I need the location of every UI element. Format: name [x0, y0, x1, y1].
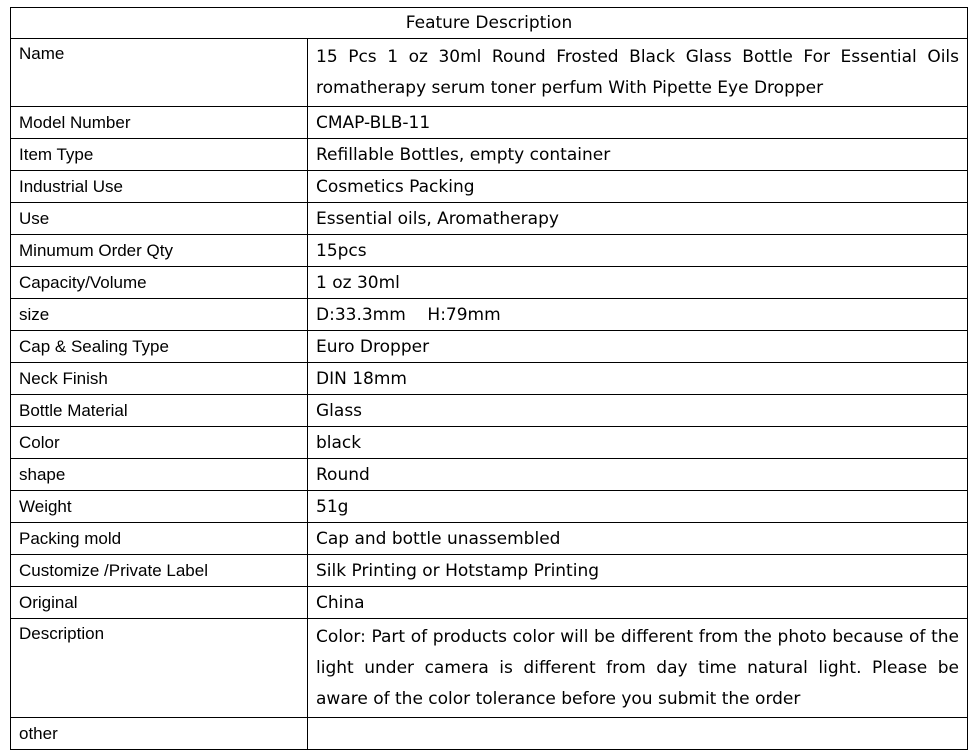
- table-row: [11, 427, 968, 459]
- table-row: [11, 555, 968, 587]
- row-value: 15pcs: [308, 235, 968, 267]
- row-label: size: [11, 299, 308, 331]
- table-row: [11, 491, 968, 523]
- table-row: [11, 235, 968, 267]
- row-value: CMAP-BLB-11: [308, 107, 968, 139]
- row-value: [308, 718, 968, 750]
- row-value: DIN 18mm: [308, 363, 968, 395]
- row-value: Glass: [308, 395, 968, 427]
- table-row: [11, 39, 968, 107]
- table-row: [11, 459, 968, 491]
- table-row: [11, 331, 968, 363]
- row-value: D:33.3mm H:79mm: [308, 299, 968, 331]
- row-label: Model Number: [11, 107, 308, 139]
- table-row: [11, 619, 968, 718]
- table-row: [11, 107, 968, 139]
- table-row: [11, 139, 968, 171]
- row-label: Capacity/Volume: [11, 267, 308, 299]
- row-label: Cap & Sealing Type: [11, 331, 308, 363]
- row-label: Description: [11, 619, 308, 718]
- row-label: shape: [11, 459, 308, 491]
- table-row: [11, 587, 968, 619]
- table-row: [11, 203, 968, 235]
- row-value: Cosmetics Packing: [308, 171, 968, 203]
- row-label: Original: [11, 587, 308, 619]
- row-label: other: [11, 718, 308, 750]
- table-row: [11, 171, 968, 203]
- row-label: Color: [11, 427, 308, 459]
- row-value: 15 Pcs 1 oz 30ml Round Frosted Black Glass Bottle For Essential Oils romatherapy serum toner perfum With Pipette Eye Dropper: [308, 39, 968, 107]
- table-row: [11, 299, 968, 331]
- row-label: Neck Finish: [11, 363, 308, 395]
- table-row: [11, 363, 968, 395]
- row-value: black: [308, 427, 968, 459]
- row-label: Name: [11, 39, 308, 107]
- row-value: 51g: [308, 491, 968, 523]
- table-header-row: [11, 8, 968, 39]
- table-row: [11, 395, 968, 427]
- table-row: [11, 718, 968, 750]
- row-label: Customize /Private Label: [11, 555, 308, 587]
- feature-description-table: [10, 7, 968, 750]
- row-label: Use: [11, 203, 308, 235]
- row-value: Cap and bottle unassembled: [308, 523, 968, 555]
- row-label: Item Type: [11, 139, 308, 171]
- row-value: Essential oils, Aromatherapy: [308, 203, 968, 235]
- row-label: Minumum Order Qty: [11, 235, 308, 267]
- row-value: Silk Printing or Hotstamp Printing: [308, 555, 968, 587]
- row-label: Industrial Use: [11, 171, 308, 203]
- row-label: Weight: [11, 491, 308, 523]
- row-value: Euro Dropper: [308, 331, 968, 363]
- row-value: Refillable Bottles, empty container: [308, 139, 968, 171]
- row-value: 1 oz 30ml: [308, 267, 968, 299]
- table-row: [11, 267, 968, 299]
- table-title: Feature Description: [11, 8, 968, 39]
- table-row: [11, 523, 968, 555]
- row-value: Round: [308, 459, 968, 491]
- row-label: Packing mold: [11, 523, 308, 555]
- row-value: Color: Part of products color will be different from the photo because of the light under camera is different from day time natural light. Please be aware of the color tolerance before you submit the order: [308, 619, 968, 718]
- row-value: China: [308, 587, 968, 619]
- row-label: Bottle Material: [11, 395, 308, 427]
